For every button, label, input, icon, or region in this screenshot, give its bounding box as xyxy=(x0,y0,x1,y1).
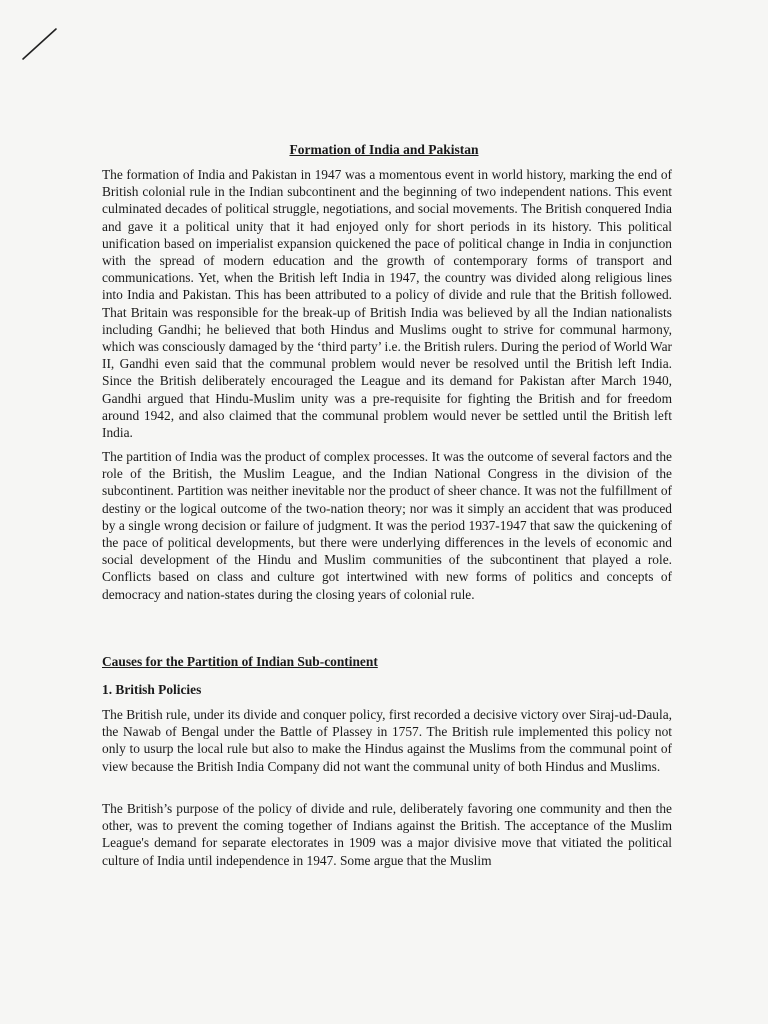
section-paragraph-1: The British rule, under its divide and conquer policy, first recorded a decisive victory over Siraj-ud-Daula, the Nawab of Bengal under the Battle of Plassey in 1757. The British rule implemented this policy not only to usurp the local rule but also to make the Hindus against the Muslims from the communal point of view because the British India Company did not want the communal unity of both Hindus and Muslims. xyxy=(102,707,672,774)
section-paragraph-2: The British’s purpose of the policy of divide and rule, deliberately favoring one community and then the other, was to prevent the coming together of Indians against the British. The acceptance of the Muslim League's demand for separate electorates in 1909 was a major divisive move that vitiated the political culture of India until independence in 1947. Some argue that the Muslim xyxy=(102,801,672,868)
intro-paragraph-1: The formation of India and Pakistan in 1947 was a momentous event in world history, marking the end of British colonial rule in the Indian subcontinent and the beginning of two independent nations. This event culminated decades of political struggle, negotiations, and social movements. The British conquered India and gave it a political unity that it had enjoyed only for short periods in its history. This political unification based on imperialist expansion quickened the pace of political change in India in conjunction with the spread of modern education and the growth of contemporary forms of transport and communications. Yet, when the British left India in 1947, the country was divided along religious lines into India and Pakistan. This has been attributed to a policy of divide and rule that the British followed. That Britain was responsible for the break-up of British India was believed by all the Indian nationalists including Gandhi; he believed that both Hindus and Muslims ought to strive for communal harmony, which was consciously damaged by the ‘third party’ i.e. the British rulers. During the period of World War II, Gandhi even said that the communal problem would never be resolved until the British left India. Since the British deliberately encouraged the League and its demand for Pakistan after March 1940, Gandhi argued that Hindu-Muslim unity was a pre-requisite for fighting the British and for freedom around 1942, and also claimed that the communal problem would never be settled until the British left India. xyxy=(102,167,672,441)
document-title: Formation of India and Pakistan xyxy=(289,142,479,157)
section-heading: Causes for the Partition of Indian Sub-continent xyxy=(102,654,378,669)
pen-stroke-mark xyxy=(20,26,60,62)
intro-paragraph-2: The partition of India was the product of complex processes. It was the outcome of several factors and the role of the British, the Muslim League, and the Indian National Congress in the division of the subcontinent. Partition was neither inevitable nor the product of sheer chance. It was not the fulfillment of destiny or the logical outcome of the two-nation theory; nor was it simply an accident that was produced by a single wrong decision or failure of judgment. It was the period 1937-1947 that saw the quickening of the pace of political developments, but there were underlying differences in the levels of economic and social development of the Hindu and Muslim communities of the subcontinent that played a role. Conflicts based on class and culture got intertwined with new forms of politics and concepts of democracy and nation-states during the closing years of colonial rule. xyxy=(102,449,672,602)
subsection-heading: 1. British Policies xyxy=(102,682,202,697)
